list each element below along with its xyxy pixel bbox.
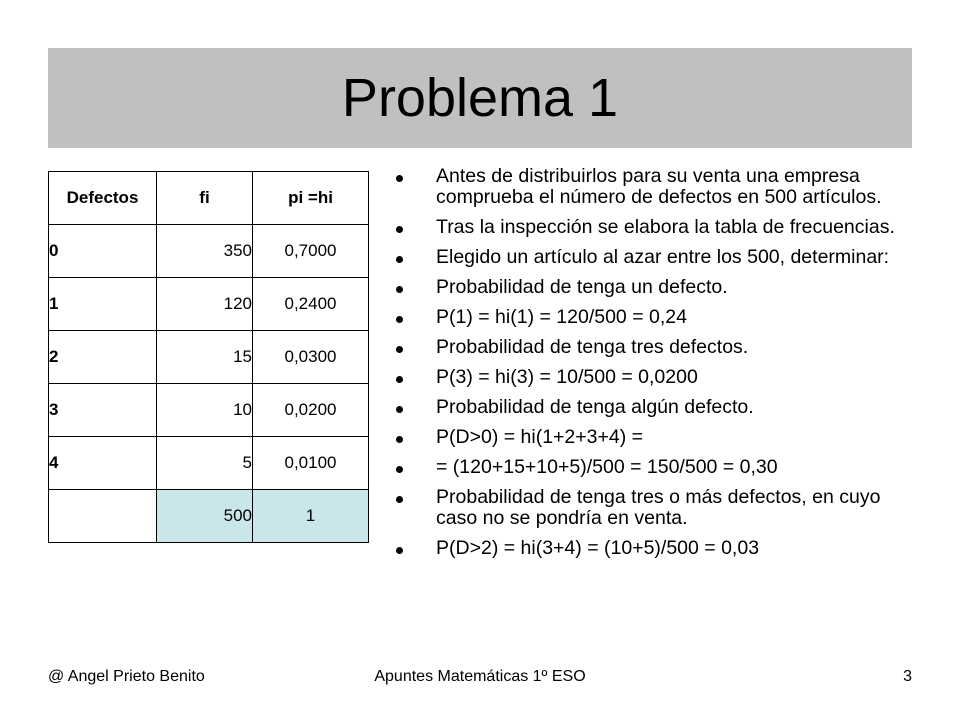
table-header-row bbox=[49, 172, 369, 225]
bullet-item bbox=[396, 247, 908, 268]
bullet-text: Tras la inspección se elabora la tabla de frecuencias. bbox=[436, 216, 895, 238]
table-row bbox=[49, 384, 369, 437]
bullet-item bbox=[396, 367, 908, 388]
table-row bbox=[49, 331, 369, 384]
bullet-item bbox=[396, 538, 908, 559]
bullet-item bbox=[396, 427, 908, 448]
bullet-text: Antes de distribuirlos para su venta una empresa comprueba el número de defectos en 500 artículos. bbox=[436, 165, 882, 208]
bullet-dot-icon bbox=[396, 316, 403, 323]
bullet-dot-icon bbox=[396, 376, 403, 383]
cell-fi: 15 bbox=[157, 331, 253, 384]
bullet-dot-icon bbox=[396, 256, 403, 263]
table-row bbox=[49, 437, 369, 490]
bullet-dot-icon bbox=[396, 466, 403, 473]
title-bar bbox=[48, 48, 912, 148]
cell-fi: 5 bbox=[157, 437, 253, 490]
cell-total-fi: 500 bbox=[157, 490, 253, 543]
bullet-text: Probabilidad de tenga algún defecto. bbox=[436, 396, 754, 418]
cell-total-pi: 1 bbox=[253, 490, 369, 543]
cell-defectos: 3 bbox=[49, 384, 157, 437]
bullet-dot-icon bbox=[396, 286, 403, 293]
cell-pi: 0,7000 bbox=[253, 225, 369, 278]
bullet-text: Probabilidad de tenga tres defectos. bbox=[436, 336, 749, 358]
cell-defectos: 4 bbox=[49, 437, 157, 490]
bullet-text: P(D>2) = hi(3+4) = (10+5)/500 = 0,03 bbox=[436, 537, 760, 559]
bullet-item bbox=[396, 166, 908, 208]
cell-pi: 0,2400 bbox=[253, 278, 369, 331]
bullet-dot-icon bbox=[396, 547, 403, 554]
bullet-dot-icon bbox=[396, 175, 403, 182]
header-fi: fi bbox=[157, 172, 253, 225]
header-defectos: Defectos bbox=[49, 172, 157, 225]
cell-defectos: 1 bbox=[49, 278, 157, 331]
bullet-text: = (120+15+10+5)/500 = 150/500 = 0,30 bbox=[436, 456, 778, 478]
cell-defectos: 2 bbox=[49, 331, 157, 384]
bullet-item bbox=[396, 217, 908, 238]
table-row bbox=[49, 225, 369, 278]
bullet-item bbox=[396, 277, 908, 298]
bullet-dot-icon bbox=[396, 346, 403, 353]
slide-title: Problema 1 bbox=[341, 68, 619, 128]
frequency-table bbox=[48, 171, 369, 543]
bullet-item bbox=[396, 337, 908, 358]
bullet-item bbox=[396, 397, 908, 418]
bullet-text: Probabilidad de tenga un defecto. bbox=[436, 276, 728, 298]
table-total-row bbox=[49, 490, 369, 543]
bullet-dot-icon bbox=[396, 406, 403, 413]
table-row bbox=[49, 278, 369, 331]
cell-fi: 350 bbox=[157, 225, 253, 278]
bullet-item bbox=[396, 307, 908, 328]
bullet-text: Probabilidad de tenga tres o más defectos, en cuyo caso no se pondría en venta. bbox=[436, 486, 881, 529]
bullet-item bbox=[396, 487, 908, 529]
cell-defectos: 0 bbox=[49, 225, 157, 278]
cell-fi: 120 bbox=[157, 278, 253, 331]
cell-pi: 0,0300 bbox=[253, 331, 369, 384]
footer-course: Apuntes Matemáticas 1º ESO bbox=[374, 668, 586, 685]
bullet-dot-icon bbox=[396, 436, 403, 443]
cell-pi: 0,0100 bbox=[253, 437, 369, 490]
bullet-text: P(D>0) = hi(1+2+3+4) = bbox=[436, 426, 644, 448]
cell-total-empty bbox=[49, 490, 157, 543]
footer-page-number: 3 bbox=[903, 668, 912, 685]
bullet-text: P(3) = hi(3) = 10/500 = 0,0200 bbox=[436, 366, 698, 388]
header-pi-hi: pi =hi bbox=[253, 172, 369, 225]
bullet-item bbox=[396, 457, 908, 478]
footer-author: @ Angel Prieto Benito bbox=[48, 668, 205, 685]
cell-fi: 10 bbox=[157, 384, 253, 437]
bullet-dot-icon bbox=[396, 496, 403, 503]
bullet-dot-icon bbox=[396, 226, 403, 233]
cell-pi: 0,0200 bbox=[253, 384, 369, 437]
bullet-text: P(1) = hi(1) = 120/500 = 0,24 bbox=[436, 306, 687, 328]
bullet-text: Elegido un artículo al azar entre los 500, determinar: bbox=[436, 246, 890, 268]
bullet-list bbox=[396, 166, 908, 568]
